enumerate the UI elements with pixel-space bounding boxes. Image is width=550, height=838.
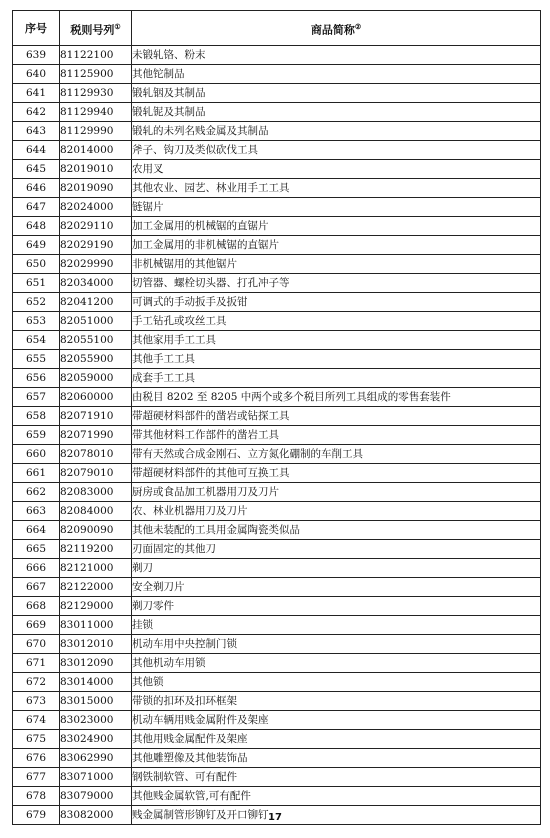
table-row	[13, 141, 541, 160]
table-row	[13, 407, 541, 426]
header-name-label: 商品简称	[310, 23, 355, 37]
code-cell: 83024900	[60, 730, 132, 749]
name-cell: 刃面固定的其他刀	[132, 540, 541, 559]
name-cell: 非机械锯用的其他锯片	[132, 255, 541, 274]
header-row	[13, 11, 541, 46]
seq-cell: 651	[13, 274, 60, 293]
table-row	[13, 787, 541, 806]
name-cell: 可调式的手动扳手及扳钳	[132, 293, 541, 312]
seq-cell: 660	[13, 445, 60, 464]
table-row	[13, 46, 541, 65]
page-number: 17	[268, 812, 282, 823]
table-row	[13, 426, 541, 445]
code-cell: 82034000	[60, 274, 132, 293]
name-cell: 由税目 8202 至 8205 中两个或多个税目所列工具组成的零售套装件	[132, 388, 541, 407]
seq-cell: 656	[13, 369, 60, 388]
table-row	[13, 711, 541, 730]
table-row	[13, 369, 541, 388]
table-row	[13, 84, 541, 103]
code-cell: 82084000	[60, 502, 132, 521]
code-cell: 83023000	[60, 711, 132, 730]
seq-cell: 657	[13, 388, 60, 407]
table-row	[13, 103, 541, 122]
name-cell: 带超硬材料部件的其他可互换工具	[132, 464, 541, 483]
seq-cell: 641	[13, 84, 60, 103]
table-row	[13, 540, 541, 559]
seq-cell: 655	[13, 350, 60, 369]
code-cell: 82029990	[60, 255, 132, 274]
name-cell: 机动车用中央控制门锁	[132, 635, 541, 654]
code-cell: 82129000	[60, 597, 132, 616]
name-cell: 其他锁	[132, 673, 541, 692]
name-cell: 其他机动车用锁	[132, 654, 541, 673]
table-row	[13, 692, 541, 711]
seq-cell: 649	[13, 236, 60, 255]
code-cell: 83062990	[60, 749, 132, 768]
table-row	[13, 559, 541, 578]
name-cell: 加工金属用的机械锯的直锯片	[132, 217, 541, 236]
name-cell: 机动车辆用贱金属附件及架座	[132, 711, 541, 730]
seq-cell: 665	[13, 540, 60, 559]
name-cell: 加工金属用的非机械锯的直锯片	[132, 236, 541, 255]
code-cell: 82083000	[60, 483, 132, 502]
table-row	[13, 578, 541, 597]
table-row	[13, 654, 541, 673]
code-cell: 82078010	[60, 445, 132, 464]
seq-cell: 643	[13, 122, 60, 141]
name-cell: 贱金属制管形铆钉及开口铆钉	[132, 806, 541, 825]
name-cell: 锻轧的未列名贱金属及其制品	[132, 122, 541, 141]
name-cell: 未锻轧铬、粉末	[132, 46, 541, 65]
name-cell: 农、林业机器用刀及刀片	[132, 502, 541, 521]
seq-cell: 661	[13, 464, 60, 483]
name-cell: 带其他材料工作部件的凿岩工具	[132, 426, 541, 445]
seq-cell: 664	[13, 521, 60, 540]
name-cell: 其他铊制品	[132, 65, 541, 84]
header-code	[60, 11, 132, 46]
code-cell: 82051000	[60, 312, 132, 331]
name-cell: 锻轧铌及其制品	[132, 103, 541, 122]
table-row	[13, 122, 541, 141]
code-cell: 81129990	[60, 122, 132, 141]
table-row	[13, 768, 541, 787]
name-cell: 其他家用手工工具	[132, 331, 541, 350]
code-cell: 82079010	[60, 464, 132, 483]
table-row	[13, 160, 541, 179]
name-cell: 链锯片	[132, 198, 541, 217]
name-cell: 剃刀	[132, 559, 541, 578]
seq-cell: 647	[13, 198, 60, 217]
seq-cell: 677	[13, 768, 60, 787]
seq-cell: 679	[13, 806, 60, 825]
name-cell: 切管器、螺栓切头器、打孔冲子等	[132, 274, 541, 293]
name-cell: 手工钻孔或攻丝工具	[132, 312, 541, 331]
code-cell: 82119200	[60, 540, 132, 559]
seq-cell: 662	[13, 483, 60, 502]
code-cell: 81125900	[60, 65, 132, 84]
seq-cell: 668	[13, 597, 60, 616]
name-cell: 成套手工工具	[132, 369, 541, 388]
seq-cell: 675	[13, 730, 60, 749]
table-row	[13, 445, 541, 464]
seq-cell: 654	[13, 331, 60, 350]
table-row	[13, 749, 541, 768]
table-row	[13, 730, 541, 749]
table-row	[13, 274, 541, 293]
header-seq-label: 序号	[25, 21, 47, 35]
table-row	[13, 217, 541, 236]
name-cell: 带超硬材料部件的凿岩或钻探工具	[132, 407, 541, 426]
code-cell: 81129930	[60, 84, 132, 103]
code-cell: 82024000	[60, 198, 132, 217]
table-row	[13, 388, 541, 407]
footnote-marker-2: ②	[354, 21, 362, 31]
seq-cell: 659	[13, 426, 60, 445]
code-cell: 83079000	[60, 787, 132, 806]
table-row	[13, 521, 541, 540]
name-cell: 剃刀零件	[132, 597, 541, 616]
name-cell: 其他手工工具	[132, 350, 541, 369]
name-cell: 厨房或食品加工机器用刀及刀片	[132, 483, 541, 502]
table-row	[13, 312, 541, 331]
seq-cell: 652	[13, 293, 60, 312]
name-cell: 其他未装配的工具用金属陶瓷类似品	[132, 521, 541, 540]
table-header	[13, 11, 541, 46]
code-cell: 83015000	[60, 692, 132, 711]
code-cell: 82071990	[60, 426, 132, 445]
code-cell: 82019090	[60, 179, 132, 198]
code-cell: 81129940	[60, 103, 132, 122]
seq-cell: 676	[13, 749, 60, 768]
name-cell: 其他农业、园艺、林业用手工工具	[132, 179, 541, 198]
name-cell: 其他用贱金属配件及架座	[132, 730, 541, 749]
seq-cell: 670	[13, 635, 60, 654]
code-cell: 82060000	[60, 388, 132, 407]
seq-cell: 669	[13, 616, 60, 635]
code-cell: 82041200	[60, 293, 132, 312]
table-row	[13, 331, 541, 350]
name-cell: 安全剃刀片	[132, 578, 541, 597]
table-row	[13, 198, 541, 217]
table-row	[13, 255, 541, 274]
seq-cell: 671	[13, 654, 60, 673]
header-name	[132, 11, 541, 46]
seq-cell: 646	[13, 179, 60, 198]
name-cell: 带有天然或合成金刚石、立方氮化硼制的车削工具	[132, 445, 541, 464]
code-cell: 83012090	[60, 654, 132, 673]
code-cell: 81122100	[60, 46, 132, 65]
seq-cell: 658	[13, 407, 60, 426]
code-cell: 83082000	[60, 806, 132, 825]
seq-cell: 645	[13, 160, 60, 179]
seq-cell: 640	[13, 65, 60, 84]
table-body	[13, 46, 541, 825]
tariff-table	[12, 10, 541, 825]
name-cell: 斧子、钩刀及类似砍伐工具	[132, 141, 541, 160]
code-cell: 82029110	[60, 217, 132, 236]
name-cell: 其他雕塑像及其他装饰品	[132, 749, 541, 768]
seq-cell: 678	[13, 787, 60, 806]
name-cell: 钢铁制软管、可有配件	[132, 768, 541, 787]
table-row	[13, 635, 541, 654]
code-cell: 82121000	[60, 559, 132, 578]
seq-cell: 673	[13, 692, 60, 711]
footnote-marker-1: ①	[114, 21, 121, 31]
table-row	[13, 293, 541, 312]
code-cell: 82071910	[60, 407, 132, 426]
name-cell: 挂锁	[132, 616, 541, 635]
seq-cell: 667	[13, 578, 60, 597]
code-cell: 82055100	[60, 331, 132, 350]
code-cell: 82029190	[60, 236, 132, 255]
seq-cell: 644	[13, 141, 60, 160]
name-cell: 锻轧铟及其制品	[132, 84, 541, 103]
code-cell: 83011000	[60, 616, 132, 635]
name-cell: 其他贱金属软管,可有配件	[132, 787, 541, 806]
code-cell: 82090090	[60, 521, 132, 540]
seq-cell: 642	[13, 103, 60, 122]
table-row	[13, 502, 541, 521]
table-row	[13, 65, 541, 84]
name-cell: 带锁的扣环及扣环框架	[132, 692, 541, 711]
name-cell: 农用叉	[132, 160, 541, 179]
code-cell: 82014000	[60, 141, 132, 160]
table-row	[13, 236, 541, 255]
table-row	[13, 464, 541, 483]
code-cell: 82059000	[60, 369, 132, 388]
table-row	[13, 616, 541, 635]
table-row	[13, 597, 541, 616]
seq-cell: 663	[13, 502, 60, 521]
code-cell: 82019010	[60, 160, 132, 179]
code-cell: 83012010	[60, 635, 132, 654]
code-cell: 82122000	[60, 578, 132, 597]
seq-cell: 666	[13, 559, 60, 578]
seq-cell: 672	[13, 673, 60, 692]
code-cell: 82055900	[60, 350, 132, 369]
table-row	[13, 350, 541, 369]
code-cell: 83071000	[60, 768, 132, 787]
seq-cell: 674	[13, 711, 60, 730]
table-row	[13, 179, 541, 198]
header-seq	[13, 11, 60, 46]
table-row	[13, 483, 541, 502]
code-cell: 83014000	[60, 673, 132, 692]
seq-cell: 648	[13, 217, 60, 236]
seq-cell: 639	[13, 46, 60, 65]
seq-cell: 650	[13, 255, 60, 274]
table-row	[13, 673, 541, 692]
header-code-label: 税则号列	[70, 23, 115, 37]
seq-cell: 653	[13, 312, 60, 331]
